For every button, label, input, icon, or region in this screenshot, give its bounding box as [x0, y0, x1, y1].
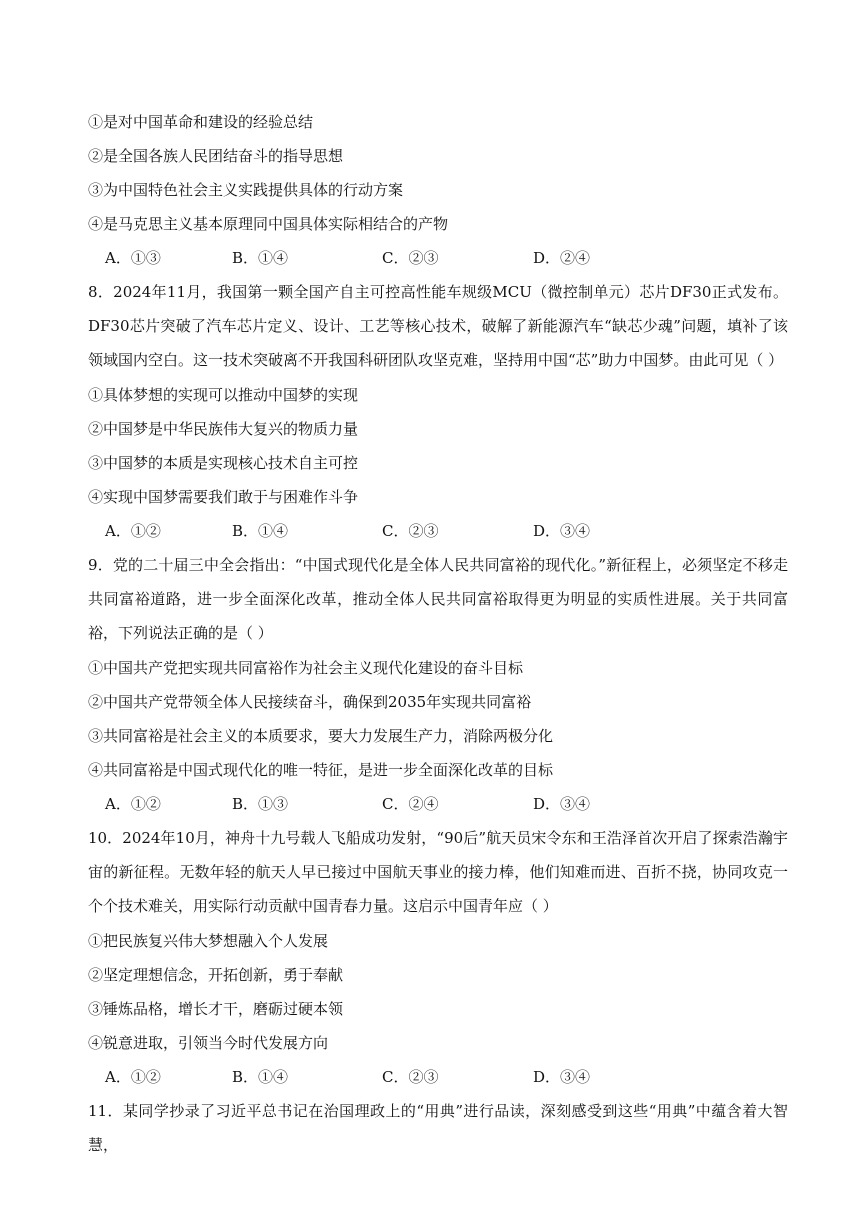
- q8-option-d: D．③④: [533, 522, 591, 540]
- q7-option-d: D．②④: [533, 249, 591, 267]
- q10-option-d: D．③④: [533, 1068, 591, 1086]
- q10-option-c: C．②③: [382, 1068, 439, 1086]
- q9-option-d: D．③④: [533, 795, 591, 813]
- q9-item-2: ②中国共产党带领全体人民接续奋斗，确保到2035年实现共同富裕: [88, 693, 532, 711]
- q10-item-2: ②坚定理想信念，开拓创新，勇于奉献: [88, 966, 344, 984]
- q10-item-4: ④锐意进取，引领当今时代发展方向: [88, 1034, 329, 1052]
- q9-item-3: ③共同富裕是社会主义的本质要求，要大力发展生产力，消除两极分化: [88, 727, 554, 745]
- q9-options: [105, 794, 665, 814]
- q10-option-b: B．①④: [232, 1068, 289, 1086]
- q8-item-4: ④实现中国梦需要我们敢于与困难作斗争: [88, 488, 359, 506]
- q7-option-b: B．①④: [232, 249, 289, 267]
- q10-options: [105, 1067, 665, 1087]
- q10-option-a: A．①②: [105, 1068, 161, 1086]
- q8-options: [105, 521, 665, 541]
- q7-item-2: ②是全国各族人民团结奋斗的指导思想: [88, 147, 344, 165]
- q8-option-c: C．②③: [382, 522, 439, 540]
- q10-stem: 10．2024年10月，神舟十九号载人飞船成功发射，“90后”航天员宋令东和王浩泽首次开启了探索浩瀚宇宙的新征程。无数年轻的航天人早已接过中国航天事业的接力棒，他们知难而进、百折不挠，协同攻克一个个技术难关，用实际行动贡献中国青春力量。这启示中国青年应（ ）: [88, 829, 788, 915]
- q9-item-4: ④共同富裕是中国式现代化的唯一特征，是进一步全面深化改革的目标: [88, 761, 554, 779]
- q8-item-2: ②中国梦是中华民族伟大复兴的物质力量: [88, 420, 359, 438]
- q7-item-1: ①是对中国革命和建设的经验总结: [88, 113, 314, 131]
- q9-option-a: A．①②: [105, 795, 161, 813]
- q8-item-3: ③中国梦的本质是实现核心技术自主可控: [88, 454, 359, 472]
- q8-item-1: ①具体梦想的实现可以推动中国梦的实现: [88, 386, 359, 404]
- q10-item-3: ③锤炼品格，增长才干，磨砺过硬本领: [88, 1000, 344, 1018]
- q7-option-c: C．②③: [382, 249, 439, 267]
- q9-option-b: B．①③: [232, 795, 289, 813]
- q9-item-1: ①中国共产党把实现共同富裕作为社会主义现代化建设的奋斗目标: [88, 659, 524, 677]
- q10-item-1: ①把民族复兴伟大梦想融入个人发展: [88, 932, 329, 950]
- q7-options: [105, 248, 665, 268]
- q11-stem: 11．某同学抄录了习近平总书记在治国理政上的“用典”进行品读，深刻感受到这些“用典”中蕴含着大智慧，: [88, 1102, 788, 1154]
- q9-stem: 9．党的二十届三中全会指出：“中国式现代化是全体人民共同富裕的现代化。”新征程上，必须坚定不移走共同富裕道路，进一步全面深化改革，推动全体人民共同富裕取得更为明显的实质性进展。关于共同富裕，下列说法正确的是（ ）: [88, 556, 788, 642]
- q8-stem: 8．2024年11月，我国第一颗全国产自主可控高性能车规级MCU（微控制单元）芯片DF30正式发布。DF30芯片突破了汽车芯片定义、设计、工艺等核心技术，破解了新能源汽车“缺芯少魂”问题，填补了该领域国内空白。这一技术突破离不开我国科研团队攻坚克难，坚持用中国“芯”助力中国梦。由此可见（ ）: [88, 283, 788, 369]
- q8-option-a: A．①②: [105, 522, 161, 540]
- q7-option-a: A．①③: [105, 249, 161, 267]
- q8-option-b: B．①④: [232, 522, 289, 540]
- q9-option-c: C．②④: [382, 795, 439, 813]
- q7-item-4: ④是马克思主义基本原理同中国具体实际相结合的产物: [88, 215, 449, 233]
- q7-item-3: ③为中国特色社会主义实践提供具体的行动方案: [88, 181, 404, 199]
